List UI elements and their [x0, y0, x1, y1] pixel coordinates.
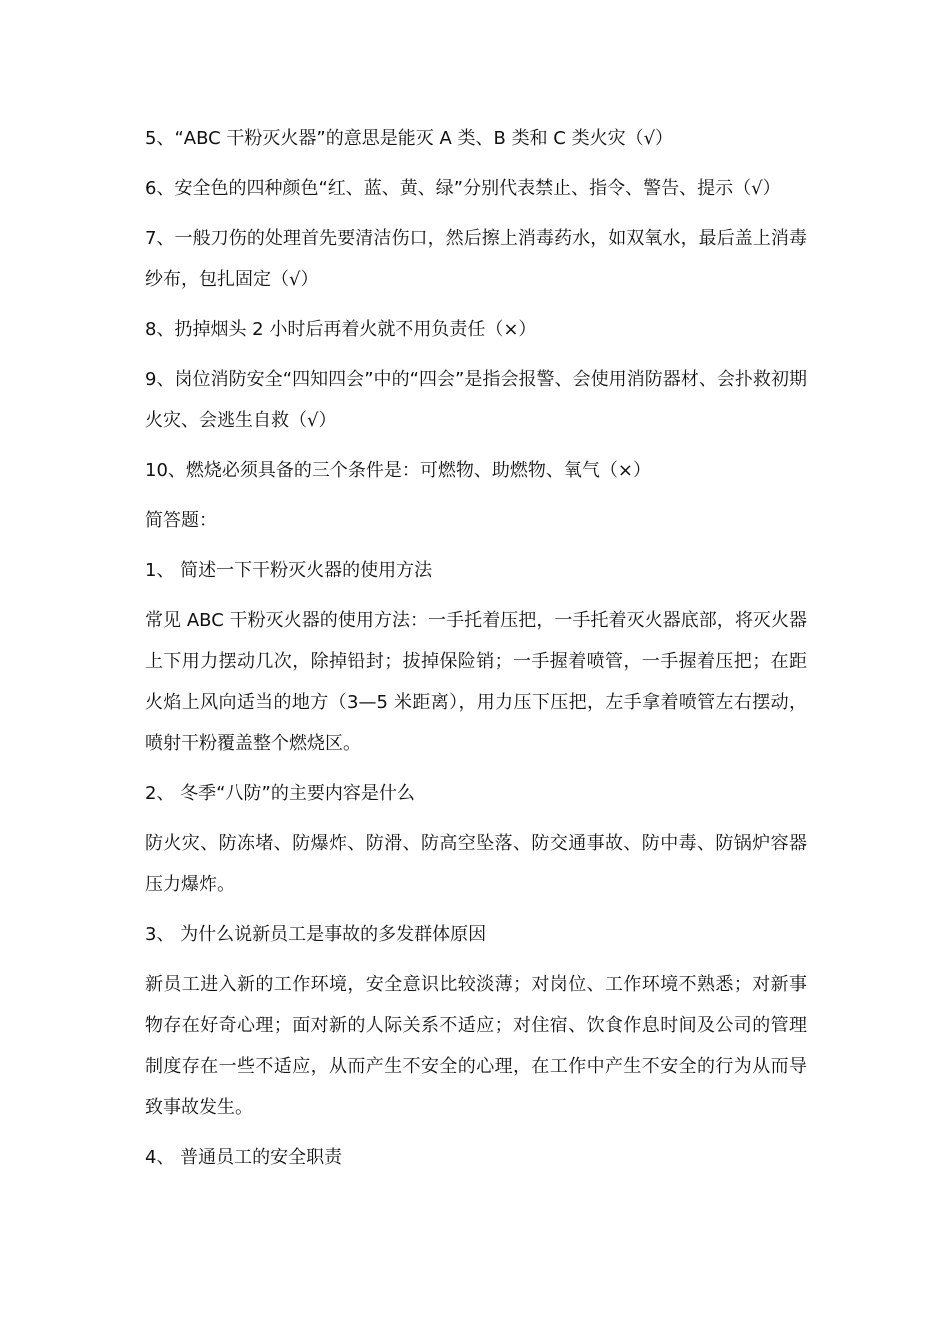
judgment-item-9: 9、岗位消防安全“四知四会”中的“四会”是指会报警、会使用消防器材、会扑救初期火灾、会逃生自救（√） — [145, 369, 807, 431]
question-4: 4、 普通员工的安全职责 — [145, 1147, 343, 1168]
question-2: 2、 冬季“八防”的主要内容是什么 — [145, 783, 415, 804]
answer-3: 新员工进入新的工作环境，安全意识比较淡薄；对岗位、工作环境不熟悉；对新事物存在好奇心理；面对新的人际关系不适应；对住宿、饮食作息时间及公司的管理制度存在一些不适应，从而产生不安全的心理，在工作中产生不安全的行为从而导致事故发生。 — [145, 974, 807, 1118]
short-answer-heading: 简答题： — [145, 510, 217, 531]
document-content — [145, 118, 807, 1187]
answer-2: 防火灾、防冻堵、防爆炸、防滑、防高空坠落、防交通事故、防中毒、防锅炉容器压力爆炸。 — [145, 833, 807, 895]
question-1: 1、 简述一下干粉灭火器的使用方法 — [145, 560, 433, 581]
question-3: 3、 为什么说新员工是事故的多发群体原因 — [145, 924, 487, 945]
judgment-item-5: 5、“ABC 干粉灭火器”的意思是能灭 A 类、B 类和 C 类火灾（√） — [145, 128, 674, 149]
judgment-item-8: 8、扔掉烟头 2 小时后再着火就不用负责任（×） — [145, 319, 537, 340]
judgment-item-6: 6、安全色的四种颜色“红、蓝、黄、绿”分别代表禁止、指令、警告、提示（√） — [145, 178, 781, 199]
answer-1: 常见 ABC 干粉灭火器的使用方法：一手托着压把，一手托着灭火器底部，将灭火器上下用力摆动几次，除掉铅封；拔掉保险销；一手握着喷管，一手握着压把；在距火焰上风向适当的地方（3—5 米距离），用力压下压把，左手拿着喷管左右摆动，喷射干粉覆盖整个燃烧区。 — [145, 610, 807, 754]
judgment-item-10: 10、燃烧必须具备的三个条件是：可燃物、助燃物、氧气（×） — [145, 460, 651, 481]
judgment-item-7: 7、一般刀伤的处理首先要清洁伤口，然后擦上消毒药水，如双氧水，最后盖上消毒纱布，包扎固定（√） — [145, 228, 807, 290]
